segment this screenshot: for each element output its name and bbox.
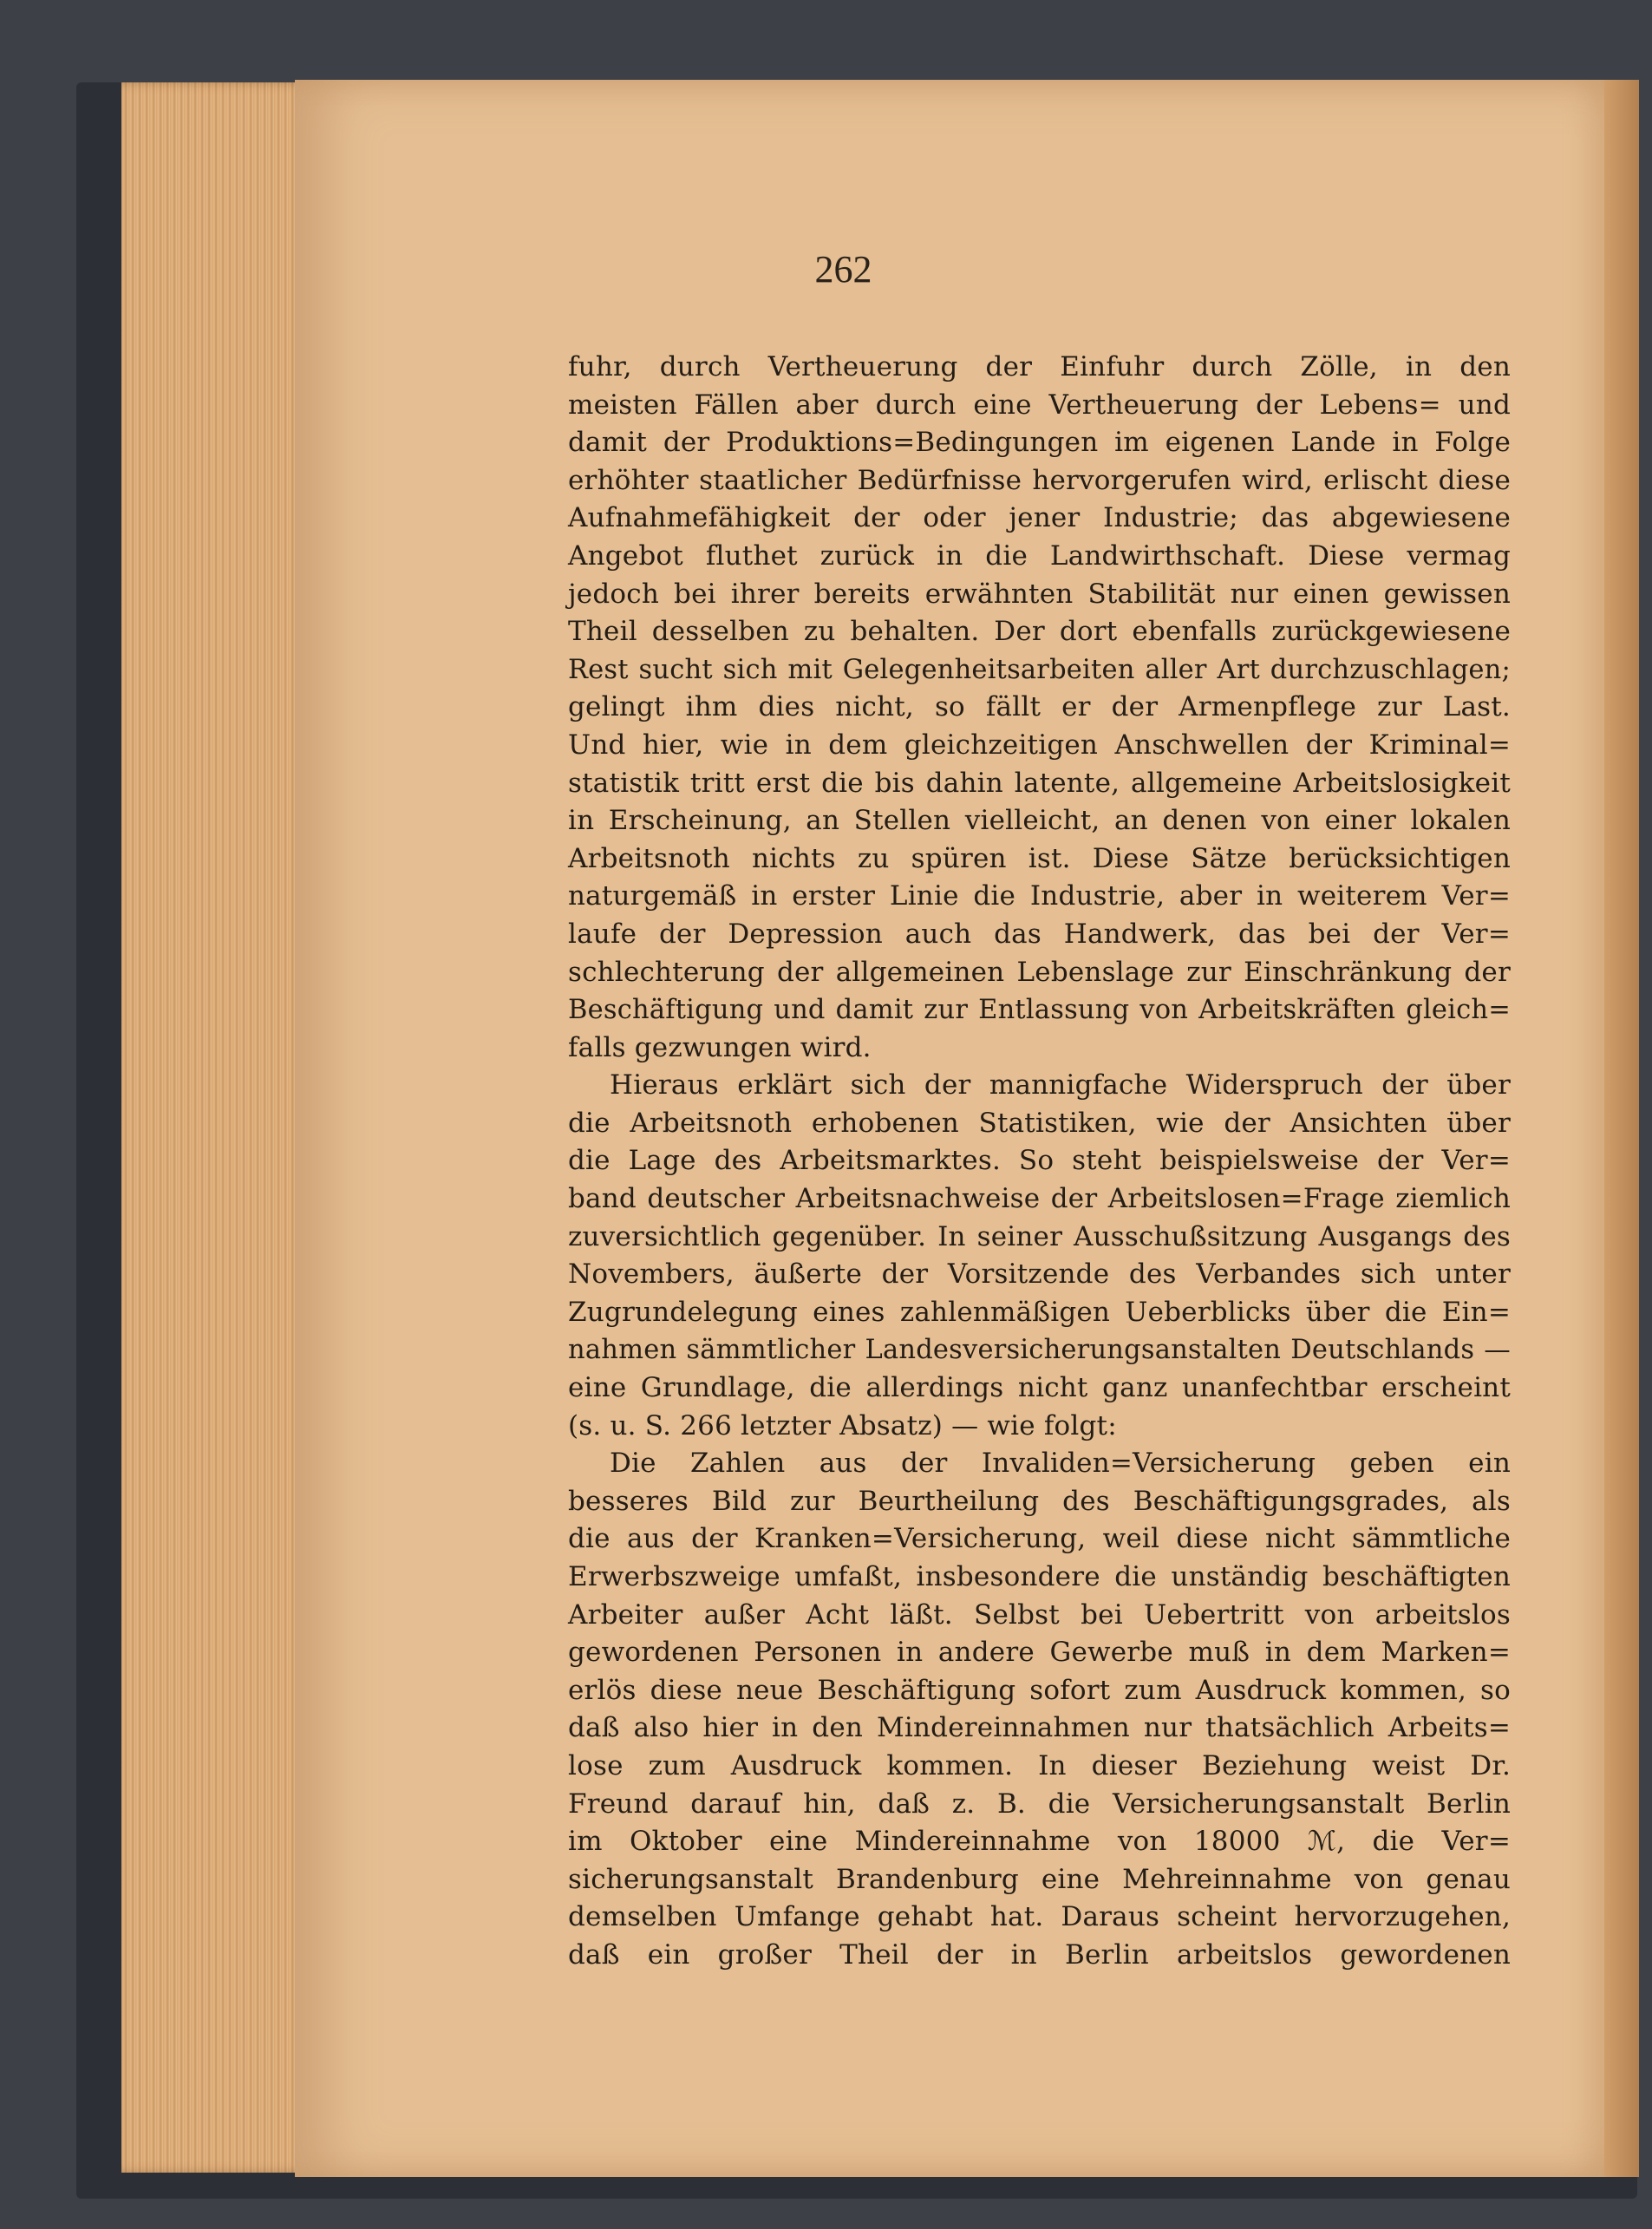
body-text bbox=[568, 349, 1511, 1975]
text-line: Aufnahmefähigkeit der oder jener Industrie; das abgewiesene bbox=[568, 502, 1511, 534]
page-number: 262 bbox=[814, 248, 872, 291]
text-line: Theil desselben zu behalten. Der dort ebenfalls zurückgewiesene bbox=[568, 616, 1511, 648]
text-line: eine Grundlage, die allerdings nicht ganz unanfechtbar erscheint bbox=[568, 1372, 1511, 1404]
text-line: daß ein großer Theil der in Berlin arbeitslos gewordenen bbox=[568, 1938, 1511, 1971]
text-line: (s. u. S. 266 letzter Absatz) — wie folgt: bbox=[568, 1409, 1117, 1441]
text-line: die aus der Kranken=Versicherung, weil diese nicht sämmtliche bbox=[568, 1523, 1511, 1555]
text-line: schlechterung der allgemeinen Lebenslage zur Einschränkung der bbox=[568, 956, 1511, 988]
text-line: fuhr, durch Vertheuerung der Einfuhr durch Zölle, in den bbox=[568, 351, 1511, 382]
text-line: jedoch bei ihrer bereits erwähnten Stabilität nur einen gewissen bbox=[568, 578, 1511, 610]
text-line: nahmen sämmtlicher Landesversicherungsanstalten Deutschlands — bbox=[568, 1335, 1511, 1366]
text-line: band deutscher Arbeitsnachweise der Arbeitslosen=Frage ziemlich bbox=[568, 1183, 1511, 1215]
text-line: Und hier, wie in dem gleichzeitigen Anschwellen der Kriminal= bbox=[568, 729, 1511, 761]
text-line: Arbeiter außer Acht läßt. Selbst bei Uebertritt von arbeitslos bbox=[568, 1598, 1511, 1631]
text-line: demselben Umfange gehabt hat. Daraus scheint hervorzugehen, bbox=[568, 1901, 1511, 1933]
text-line: laufe der Depression auch das Handwerk, das bei der Ver= bbox=[568, 918, 1511, 950]
text-line: gelingt ihm dies nicht, so fällt er der Armenpflege zur Last. bbox=[568, 691, 1511, 723]
text-line: die Arbeitsnoth erhobenen Statistiken, wie der Ansichten über bbox=[568, 1107, 1511, 1139]
page-edges bbox=[121, 82, 308, 2173]
text-line: daß also hier in den Mindereinnahmen nur thatsächlich Arbeits= bbox=[568, 1712, 1511, 1744]
text-line: Freund darauf hin, daß z. B. die Versicherungsanstalt Berlin bbox=[568, 1788, 1511, 1820]
text-line: erhöhter staatlicher Bedürfnisse hervorgerufen wird, erlischt diese bbox=[568, 464, 1511, 496]
text-line: damit der Produktions=Bedingungen im eigenen Lande in Folge bbox=[568, 427, 1511, 459]
text-line: Beschäftigung und damit zur Entlassung von Arbeitskräften gleich= bbox=[568, 995, 1511, 1026]
text-line: besseres Bild zur Beurtheilung des Beschäftigungsgrades, als bbox=[568, 1485, 1511, 1517]
text-line: Rest sucht sich mit Gelegenheitsarbeiten aller Art durchzuschlagen; bbox=[568, 654, 1511, 685]
text-line: meisten Fällen aber durch eine Vertheuerung der Lebens= und bbox=[568, 389, 1511, 421]
text-line: in Erscheinung, an Stellen vielleicht, an denen von einer lokalen bbox=[568, 805, 1511, 837]
text-line: Die Zahlen aus der Invaliden=Versicherung geben ein bbox=[610, 1448, 1511, 1480]
text-line: im Oktober eine Mindereinnahme von 18000 ℳ, die Ver= bbox=[568, 1826, 1511, 1858]
text-line: gewordenen Personen in andere Gewerbe muß in dem Marken= bbox=[568, 1637, 1511, 1669]
text-line: die Lage des Arbeitsmarktes. So steht beispielsweise der Ver= bbox=[568, 1145, 1511, 1177]
text-line: zuversichtlich gegenüber. In seiner Ausschußsitzung Ausgangs des bbox=[568, 1220, 1511, 1252]
text-line: naturgemäß in erster Linie die Industrie, aber in weiterem Ver= bbox=[568, 880, 1511, 912]
text-line: Arbeitsnoth nichts zu spüren ist. Diese Sätze berücksichtigen bbox=[568, 842, 1511, 874]
text-line: Zugrundelegung eines zahlenmäßigen Ueberblicks über die Ein= bbox=[568, 1296, 1511, 1328]
text-line: Erwerbszweige umfaßt, insbesondere die unständig beschäftigten bbox=[568, 1561, 1511, 1592]
next-page-edge bbox=[1604, 80, 1639, 2177]
text-line: sicherungsanstalt Brandenburg eine Mehreinnahme von genau bbox=[568, 1863, 1511, 1895]
text-line: Angebot fluthet zurück in die Landwirthschaft. Diese vermag bbox=[568, 539, 1511, 572]
text-line: falls gezwungen wird. bbox=[568, 1031, 872, 1063]
text-line: Hieraus erklärt sich der mannigfache Widerspruch der über bbox=[610, 1069, 1511, 1101]
text-line: Novembers, äußerte der Vorsitzende des Verbandes sich unter bbox=[568, 1258, 1511, 1291]
text-line: lose zum Ausdruck kommen. In dieser Beziehung weist Dr. bbox=[568, 1749, 1511, 1781]
text-line: statistik tritt erst die bis dahin latente, allgemeine Arbeitslosigkeit bbox=[568, 767, 1511, 799]
text-line: erlös diese neue Beschäftigung sofort zum Ausdruck kommen, so bbox=[568, 1674, 1511, 1706]
